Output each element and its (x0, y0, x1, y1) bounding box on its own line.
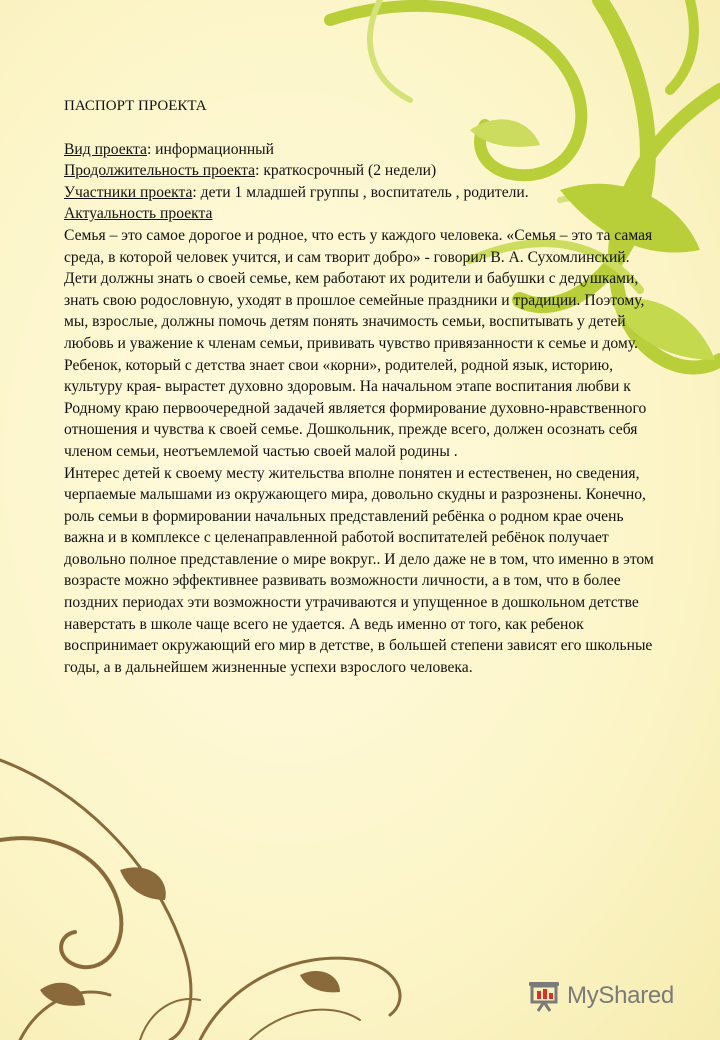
document-title: ПАСПОРТ ПРОЕКТА (64, 98, 207, 114)
field-project-duration (64, 160, 664, 182)
field-label: Участники проекта (64, 183, 193, 201)
field-project-type (64, 139, 664, 161)
paragraph: Ребенок, который с детства знает свои «корни», родителей, родной язык, историю, культуру края- вырастет духовно здоровым. На начальном этапе воспитания любви к Родному краю первоочередной задачей является формирование духовно-нравственного отношения и чувства к своей семье. Дошкольник, прежде всего, должен осознать себя членом семьи, неотъемлемой частью своей малой родины . (64, 356, 647, 460)
field-label: Вид проекта (64, 140, 147, 158)
field-label: Продолжительность проекта (64, 162, 256, 180)
field-value: : информационный (146, 140, 275, 158)
presentation-board-icon (527, 979, 561, 1013)
project-passport-text (64, 96, 664, 678)
watermark-brand: MyShared (567, 982, 674, 1009)
field-value: : краткосрочный (2 недели) (255, 162, 437, 180)
field-value: : дети 1 младшей группы , воспитатель , родители. (192, 183, 529, 201)
myshared-watermark (527, 976, 674, 1016)
field-project-participants (64, 182, 664, 204)
paragraph: Семья – это самое дорогое и родное, что есть у каждого человека. «Семья – это та самая среда, в которой человек учится, и сам творит добро» - говорил В. А. Сухомлинский. Дети должны знать о своей семье, кем работают их родители и бабушки с дедушками, знать свою родословную, уходят в прошлое семейные праздники и традиции. Поэтому, мы, взрослые, должны помочь детям понять значимость семьи, воспитывать у детей любовь и уважение к членам семьи, прививать чувство привязанности к семье и дому. (64, 226, 653, 352)
section-heading-relevance: Актуальность проекта (64, 205, 213, 223)
paragraph: Интерес детей к своему месту жительства вполне понятен и естественен, но сведения, черпаемые малышами из окружающего мира, довольно скудны и разрознены. Конечно, роль семьи в формировании начальных представлений ребёнка о родном крае очень важна и в комплексе с целенаправленной работой воспитателей ребёнок получает довольно полное представление о мире вокруг.. И дело даже не в том, что именно в этом возрасте можно эффективнее развивать возможности личности, а в том, что в более поздних периодах эти возможности утрачиваются и упущенное в дошкольном детстве наверстать в школе чаще всего не удается. А ведь именно от того, как ребенок воспринимает окружающий его мир в детстве, в большей степени зависят его школьные годы, а в дальнейшем жизненные успехи взрослого человека. (64, 464, 654, 676)
